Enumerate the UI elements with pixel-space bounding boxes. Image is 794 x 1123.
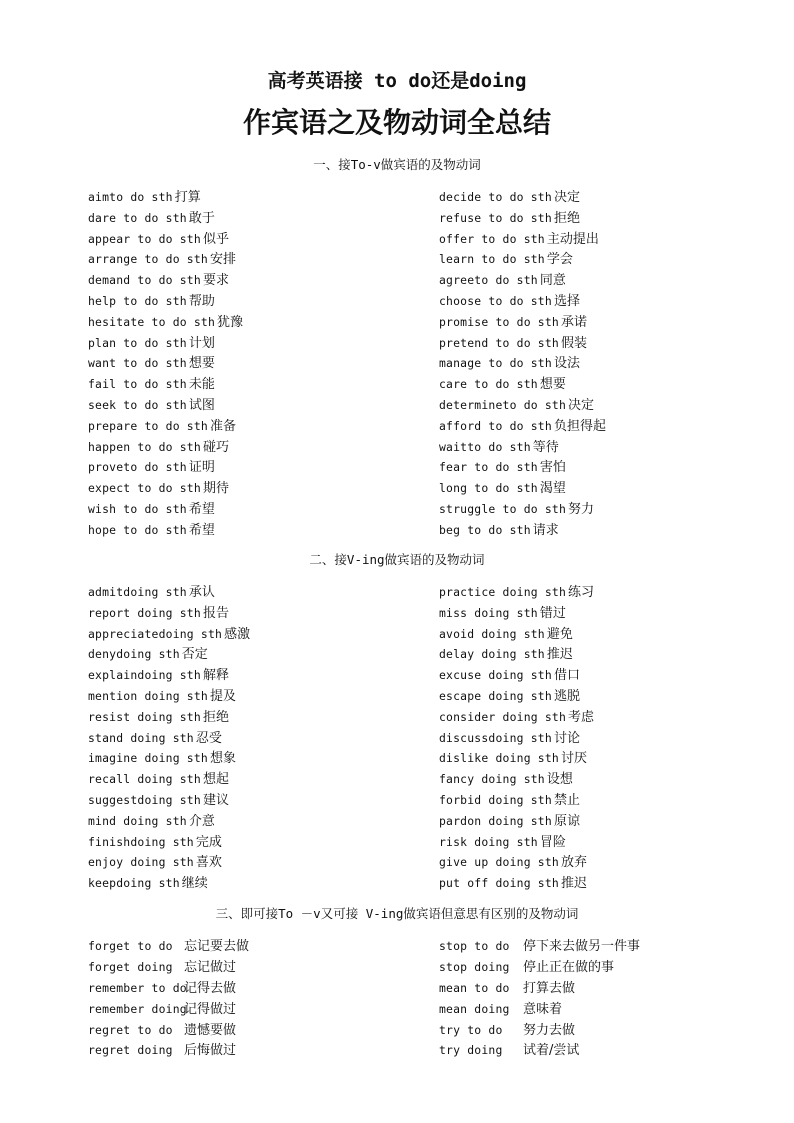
verb-meaning: 试着/尝试 (523, 1043, 580, 1059)
verb-meaning: 设想 (546, 772, 573, 788)
verb-phrase: mind doing sth (88, 813, 187, 828)
verb-entry (88, 581, 418, 602)
title-line-2: 作宾语之及物动词全总结 (242, 106, 551, 139)
verb-entry (439, 998, 769, 1019)
verb-entry (88, 186, 418, 207)
verb-entry (88, 602, 418, 623)
verb-meaning: 假装 (560, 335, 587, 351)
verb-meaning: 忘记做过 (184, 959, 237, 975)
verb-phrase: mean doing (439, 1001, 510, 1016)
verb-phrase: wish to do sth (88, 501, 187, 516)
verb-phrase: forbid doing sth (439, 792, 552, 807)
verb-phrase: decide to do sth (439, 190, 552, 204)
verb-entry (88, 311, 418, 332)
verb-meaning: 等待 (532, 439, 559, 455)
verb-entry (439, 623, 769, 644)
verb-entry (88, 664, 418, 685)
verb-entry (439, 581, 769, 602)
verb-phrase: plan to do sth (88, 335, 187, 350)
verb-meaning: 决定 (553, 190, 580, 205)
verb-meaning: 建议 (202, 792, 229, 808)
verb-meaning: 希望 (188, 522, 215, 538)
verb-phrase: remember to do (88, 980, 187, 995)
verb-phrase: demand to do sth (88, 273, 201, 288)
verb-phrase: dislike doing sth (439, 751, 559, 766)
section-1-left-column (88, 186, 418, 540)
verb-meaning: 后悔做过 (184, 1043, 237, 1059)
verb-meaning: 犹豫 (217, 314, 244, 330)
verb-entry (88, 332, 418, 353)
verb-meaning: 忍受 (195, 730, 222, 746)
verb-entry (439, 352, 769, 373)
verb-phrase: denydoing sth (88, 647, 180, 662)
verb-phrase: learn to do sth (439, 252, 545, 267)
verb-phrase: long to do sth (439, 481, 538, 496)
verb-meaning: 喜欢 (195, 855, 222, 871)
verb-entry (439, 519, 769, 540)
verb-entry (88, 831, 418, 852)
verb-phrase: stop doing (439, 959, 510, 974)
verb-entry (88, 519, 418, 540)
section-1-heading: 一、接To-v做宾语的及物动词 (313, 157, 481, 172)
verb-entry (439, 956, 769, 977)
verb-entry (439, 831, 769, 852)
verb-entry (439, 311, 769, 332)
verb-phrase: discussdoing sth (439, 730, 552, 745)
verb-meaning: 想要 (188, 356, 215, 372)
verb-entry (439, 207, 769, 228)
verb-meaning: 完成 (195, 834, 222, 850)
verb-meaning: 遗憾要做 (184, 1022, 237, 1038)
verb-phrase: put off doing sth (439, 876, 559, 891)
verb-phrase: imagine doing sth (88, 751, 208, 766)
verb-phrase: pardon doing sth (439, 813, 552, 828)
verb-entry (88, 1019, 418, 1040)
verb-meaning: 意味着 (523, 1001, 563, 1017)
verb-phrase: expect to do sth (88, 481, 201, 496)
verb-phrase: promise to do sth (439, 314, 559, 329)
verb-meaning: 拒绝 (202, 709, 229, 725)
verb-phrase: fail to do sth (88, 377, 187, 392)
verb-meaning: 选择 (553, 293, 580, 309)
verb-entry (439, 373, 769, 394)
verb-entry (439, 810, 769, 831)
verb-phrase: admitdoing sth (88, 585, 187, 599)
verb-entry (88, 685, 418, 706)
verb-phrase: determineto do sth (439, 397, 567, 412)
verb-meaning: 打算 (174, 190, 201, 205)
verb-phrase: mention doing sth (88, 688, 208, 703)
verb-meaning: 原谅 (553, 813, 580, 829)
verb-phrase: suggestdoing sth (88, 792, 201, 807)
verb-phrase: prepare to do sth (88, 418, 208, 433)
verb-meaning: 解释 (202, 668, 229, 684)
verb-entry (439, 935, 769, 956)
verb-phrase: aimto do sth (88, 190, 173, 204)
verb-entry (88, 789, 418, 810)
section-3-left-column (88, 935, 418, 1060)
verb-entry (439, 727, 769, 748)
verb-meaning: 安排 (209, 252, 236, 268)
verb-entry (439, 643, 769, 664)
verb-entry (88, 373, 418, 394)
section-3-right-column (439, 935, 769, 1060)
verb-entry (88, 228, 418, 249)
verb-meaning: 渴望 (539, 481, 566, 497)
verb-entry (439, 685, 769, 706)
verb-phrase: appreciatedoing sth (88, 626, 223, 641)
verb-meaning: 同意 (539, 273, 566, 289)
verb-phrase: proveto do sth (88, 460, 187, 475)
verb-entry (439, 602, 769, 623)
verb-entry (439, 332, 769, 353)
verb-phrase: hope to do sth (88, 522, 187, 537)
verb-phrase: happen to do sth (88, 439, 201, 454)
verb-phrase: choose to do sth (439, 293, 552, 308)
verb-entry (439, 1039, 769, 1060)
verb-meaning: 考虑 (568, 709, 595, 725)
verb-entry (439, 248, 769, 269)
verb-phrase: pretend to do sth (439, 335, 559, 350)
verb-phrase: hesitate to do sth (88, 314, 216, 329)
verb-phrase: consider doing sth (439, 709, 567, 724)
verb-entry (88, 352, 418, 373)
verb-meaning: 准备 (209, 418, 236, 434)
verb-meaning: 练习 (568, 585, 595, 600)
verb-meaning: 感激 (224, 626, 251, 642)
verb-meaning: 介意 (188, 813, 215, 829)
verb-entry (88, 394, 418, 415)
verb-meaning: 拒绝 (553, 210, 580, 226)
verb-phrase: explaindoing sth (88, 668, 201, 683)
verb-phrase: agreeto do sth (439, 273, 538, 288)
verb-entry (88, 851, 418, 872)
verb-phrase: avoid doing sth (439, 626, 545, 641)
verb-meaning: 讨论 (553, 730, 580, 746)
verb-entry (439, 228, 769, 249)
verb-phrase: remember doing (88, 1001, 187, 1016)
verb-phrase: give up doing sth (439, 855, 559, 870)
verb-phrase: finishdoing sth (88, 834, 194, 849)
verb-phrase: waitto do sth (439, 439, 531, 454)
verb-entry (88, 415, 418, 436)
verb-entry (439, 872, 769, 893)
verb-meaning: 请求 (532, 522, 559, 538)
verb-meaning: 负担得起 (553, 418, 606, 434)
verb-phrase: risk doing sth (439, 834, 538, 849)
verb-entry (439, 1019, 769, 1040)
verb-entry (88, 872, 418, 893)
verb-phrase: fear to do sth (439, 460, 538, 475)
verb-meaning: 冒险 (539, 834, 566, 850)
verb-meaning: 想起 (202, 772, 229, 788)
verb-entry (88, 706, 418, 727)
verb-meaning: 设法 (553, 356, 580, 372)
verb-meaning: 主动提出 (546, 231, 599, 247)
verb-entry (439, 851, 769, 872)
verb-phrase: enjoy doing sth (88, 855, 194, 870)
verb-entry (88, 1039, 418, 1060)
verb-meaning: 未能 (188, 377, 215, 393)
verb-meaning: 要求 (202, 273, 229, 289)
verb-phrase: miss doing sth (439, 605, 538, 620)
verb-meaning: 打算去做 (523, 980, 576, 996)
verb-meaning: 期待 (202, 481, 229, 497)
verb-meaning: 记得做过 (184, 1001, 237, 1017)
verb-entry (439, 269, 769, 290)
section-1-right-column (439, 186, 769, 540)
verb-entry (88, 436, 418, 457)
verb-entry (88, 810, 418, 831)
verb-entry (88, 498, 418, 519)
verb-entry (88, 643, 418, 664)
verb-entry (439, 747, 769, 768)
section-3-heading: 三、即可接To －v又可接 V-ing做宾语但意思有区别的及物动词 (215, 906, 579, 921)
verb-entry (88, 747, 418, 768)
verb-phrase: report doing sth (88, 605, 201, 620)
verb-phrase: want to do sth (88, 356, 187, 371)
verb-meaning: 错过 (539, 605, 566, 621)
verb-meaning: 报告 (202, 605, 229, 621)
verb-meaning: 承认 (188, 585, 215, 600)
verb-entry (439, 186, 769, 207)
verb-entry (439, 977, 769, 998)
verb-meaning: 停下来去做另一件事 (523, 939, 641, 954)
verb-phrase: forget to do (88, 939, 173, 953)
verb-meaning: 讨厌 (560, 751, 587, 767)
verb-meaning: 敢于 (188, 210, 215, 226)
verb-phrase: regret doing (88, 1043, 173, 1058)
verb-meaning: 记得去做 (184, 980, 237, 996)
verb-meaning: 放弃 (560, 855, 587, 871)
verb-entry (88, 768, 418, 789)
verb-meaning: 承诺 (560, 314, 587, 330)
verb-phrase: forget doing (88, 959, 173, 974)
verb-meaning: 借口 (553, 668, 580, 684)
verb-entry (439, 394, 769, 415)
verb-meaning: 似乎 (202, 231, 229, 247)
verb-entry (439, 290, 769, 311)
verb-phrase: resist doing sth (88, 709, 201, 724)
verb-entry (88, 998, 418, 1019)
verb-entry (88, 456, 418, 477)
verb-phrase: practice doing sth (439, 585, 567, 599)
verb-entry (439, 436, 769, 457)
verb-phrase: afford to do sth (439, 418, 552, 433)
verb-entry (88, 935, 418, 956)
title-line-1: 高考英语接 to do还是doing (267, 70, 527, 92)
verb-entry (439, 477, 769, 498)
verb-phrase: struggle to do sth (439, 501, 567, 516)
verb-entry (439, 768, 769, 789)
verb-entry (88, 290, 418, 311)
verb-phrase: stand doing sth (88, 730, 194, 745)
verb-meaning: 禁止 (553, 792, 580, 808)
verb-phrase: fancy doing sth (439, 772, 545, 787)
verb-phrase: manage to do sth (439, 356, 552, 371)
verb-phrase: try doing (439, 1043, 503, 1058)
verb-phrase: stop to do (439, 939, 510, 953)
verb-meaning: 推迟 (560, 876, 587, 892)
verb-meaning: 想象 (209, 751, 236, 767)
verb-phrase: care to do sth (439, 377, 538, 392)
verb-entry (439, 706, 769, 727)
verb-phrase: refuse to do sth (439, 210, 552, 225)
verb-entry (439, 415, 769, 436)
verb-meaning: 否定 (181, 647, 208, 663)
verb-entry (88, 207, 418, 228)
verb-entry (88, 248, 418, 269)
verb-entry (88, 477, 418, 498)
verb-phrase: seek to do sth (88, 397, 187, 412)
verb-phrase: arrange to do sth (88, 252, 208, 267)
section-2-right-column (439, 581, 769, 893)
verb-phrase: delay doing sth (439, 647, 545, 662)
verb-meaning: 试图 (188, 397, 215, 413)
verb-phrase: offer to do sth (439, 231, 545, 246)
verb-meaning: 推迟 (546, 647, 573, 663)
verb-phrase: beg to do sth (439, 522, 531, 537)
verb-meaning: 努力 (568, 501, 595, 517)
verb-entry (439, 456, 769, 477)
verb-phrase: regret to do (88, 1022, 173, 1037)
verb-meaning: 想要 (539, 377, 566, 393)
verb-meaning: 逃脱 (553, 688, 580, 704)
verb-meaning: 希望 (188, 501, 215, 517)
verb-phrase: dare to do sth (88, 210, 187, 225)
verb-entry (88, 623, 418, 644)
verb-meaning: 证明 (188, 460, 215, 476)
verb-phrase: excuse doing sth (439, 668, 552, 683)
verb-entry (88, 727, 418, 748)
verb-phrase: try to do (439, 1022, 503, 1037)
verb-entry (439, 789, 769, 810)
verb-entry (88, 977, 418, 998)
section-2-heading: 二、接V-ing做宾语的及物动词 (309, 552, 485, 567)
verb-meaning: 提及 (209, 688, 236, 704)
verb-phrase: help to do sth (88, 293, 187, 308)
verb-phrase: recall doing sth (88, 772, 201, 787)
verb-meaning: 碰巧 (202, 439, 229, 455)
verb-entry (88, 956, 418, 977)
verb-entry (88, 269, 418, 290)
verb-entry (439, 664, 769, 685)
verb-phrase: mean to do (439, 980, 510, 995)
verb-phrase: keepdoing sth (88, 876, 180, 891)
verb-meaning: 继续 (181, 876, 208, 892)
verb-meaning: 避免 (546, 626, 573, 642)
verb-meaning: 害怕 (539, 460, 566, 476)
verb-meaning: 忘记要去做 (184, 939, 250, 954)
verb-phrase: escape doing sth (439, 688, 552, 703)
verb-meaning: 停止正在做的事 (523, 959, 615, 975)
verb-entry (439, 498, 769, 519)
verb-phrase: appear to do sth (88, 231, 201, 246)
verb-meaning: 努力去做 (523, 1022, 576, 1038)
verb-meaning: 决定 (568, 397, 595, 413)
section-2-left-column (88, 581, 418, 893)
verb-meaning: 计划 (188, 335, 215, 351)
verb-meaning: 学会 (546, 252, 573, 268)
verb-meaning: 帮助 (188, 293, 215, 309)
